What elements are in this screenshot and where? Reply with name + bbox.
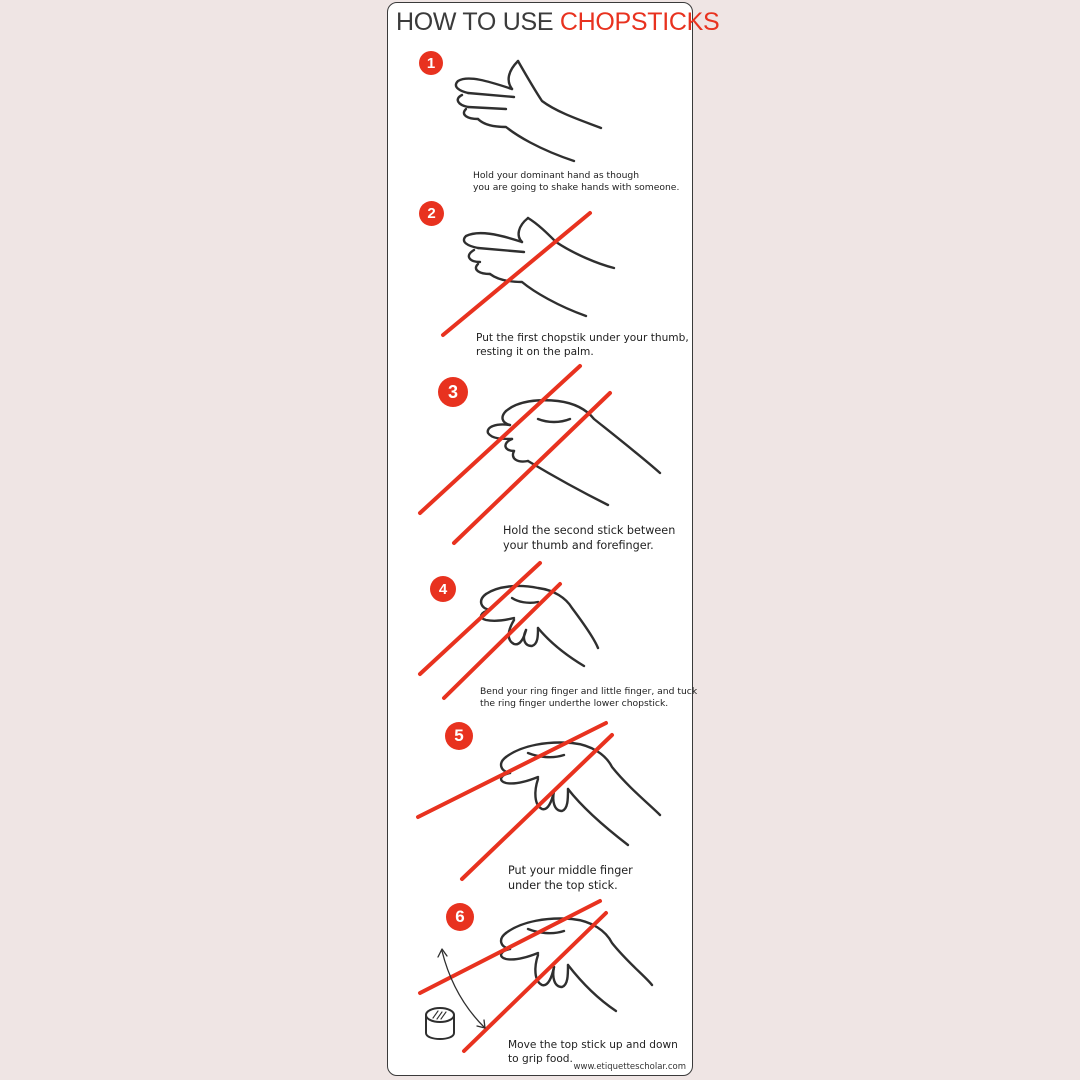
step-4-line-1: Bend your ring finger and little finger, and tuck — [480, 686, 698, 697]
step-1-badge: 1 — [419, 51, 443, 75]
step-4-caption — [480, 686, 697, 711]
step-3-badge: 3 — [438, 377, 468, 407]
step-5-caption — [508, 863, 633, 893]
step-5-line-2: under the top stick. — [508, 879, 618, 893]
step-1-line-1: Hold your dominant hand as though — [473, 170, 640, 181]
step-5-middle-finger-under-stick-illustration — [388, 715, 694, 885]
step-2-line-1: Put the first chopstik under your thumb, — [476, 332, 689, 344]
step-5-line-1: Put your middle finger — [508, 864, 633, 877]
step-2-line-2: resting it on the palm. — [476, 346, 594, 359]
title-prefix: HOW TO USE — [396, 8, 554, 36]
step-2-caption — [476, 331, 689, 360]
step-1-open-hand-illustration — [388, 53, 694, 173]
step-3-line-1: Hold the second stick between — [503, 524, 676, 537]
step-6-line-1: Move the top stick up and down — [508, 1039, 678, 1051]
step-3-line-2: your thumb and forefinger. — [503, 539, 654, 553]
step-2-hand-with-chopstick-illustration — [388, 208, 694, 338]
step-5-badge: 5 — [445, 722, 473, 750]
step-4-bent-fingers-illustration — [388, 558, 694, 698]
step-4-badge: 4 — [430, 576, 456, 602]
step-6-line-2: to grip food. — [508, 1053, 573, 1066]
step-1-line-2: you are going to shake hands with someone. — [473, 182, 680, 194]
step-3-chopstick-lower — [454, 393, 610, 543]
step-3-caption — [503, 523, 675, 553]
step-4-chopstick-upper — [420, 563, 540, 674]
page-title — [396, 8, 719, 37]
website-credit: www.etiquettescholar.com — [573, 1062, 686, 1072]
infographic-card — [387, 2, 720, 1076]
up-down-arrow-icon — [438, 949, 485, 1028]
step-3-chopstick-upper — [420, 366, 580, 513]
step-2-badge: 2 — [419, 201, 444, 226]
title-accent: CHOPSTICKS — [559, 8, 720, 36]
step-6-badge: 6 — [446, 903, 474, 931]
step-4-chopstick-lower — [444, 584, 560, 698]
step-4-line-2: the ring finger underthe lower chopstick. — [480, 698, 669, 710]
step-1-caption — [473, 170, 679, 195]
step-2-chopstick — [443, 213, 590, 335]
food-piece-icon — [426, 1008, 454, 1039]
